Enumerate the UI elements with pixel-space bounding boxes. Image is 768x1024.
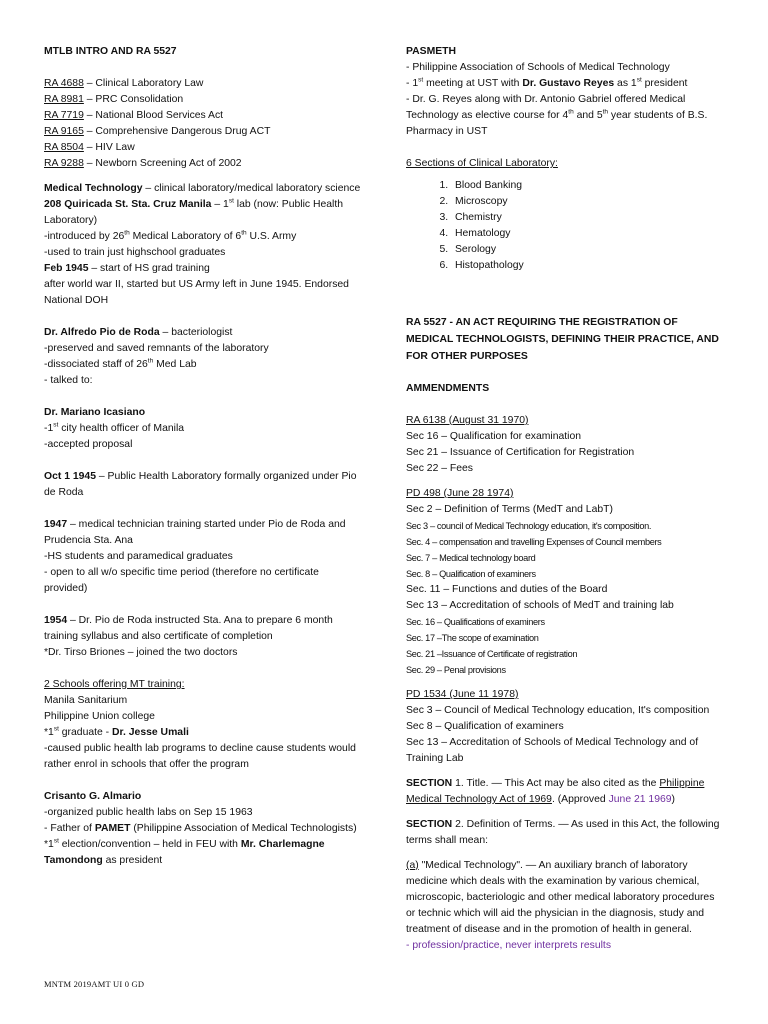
doc-title: MTLB INTRO AND RA 5527 (44, 46, 177, 57)
amendment-item: Sec. 29 – Penal provisions (406, 665, 506, 675)
ra5527-heading: RA 5527 - AN ACT REQUIRING THE REGISTRATION OF MEDICAL TECHNOLOGISTS, DEFINING THEIR PRACTICE, AND FOR OTHER PURPOSES (406, 317, 719, 362)
amendment-item: Sec. 17 –The scope of examination (406, 633, 539, 643)
school-item: Philippine Union college (44, 711, 155, 722)
ra6138-heading: RA 6138 (August 31 1970) (406, 415, 529, 426)
quiricada-line: 208 Quiricada St. Sta. Cruz Manila – 1st lab (now: Public Health Laboratory) (44, 197, 344, 226)
hs-students-line: -HS students and paramedical graduates (44, 551, 233, 562)
amendment-item: Sec. 16 – Qualifications of examiners (406, 617, 545, 627)
list-item: 2. Microscopy (451, 194, 722, 210)
list-item: 6. Histopathology (451, 258, 722, 274)
caused-line: -caused public health lab programs to decline cause students would rather enrol in schools that offer the program (44, 743, 356, 770)
introduced-line: -introduced by 26th Medical Laboratory of 6th U.S. Army (44, 229, 297, 242)
section-1: SECTION 1. Title. — This Act may be also cited as the Philippine Medical Technology Act of 1969. (Approved June 21 1969) (406, 778, 705, 805)
law-item: RA 4688 – Clinical Laboratory Law (44, 78, 204, 89)
list-item: 3. Chemistry (451, 210, 722, 226)
oct1945-line: Oct 1 1945 – Public Health Laboratory formally organized under Pio de Roda (44, 471, 357, 498)
pd1534-heading: PD 1534 (June 11 1978) (406, 689, 519, 700)
law-item: RA 8981 – PRC Consolidation (44, 94, 184, 105)
section-2a-note: - profession/practice, never interprets results (406, 940, 612, 951)
amendment-item: Sec 22 – Fees (406, 463, 474, 474)
schools-heading: 2 Schools offering MT training: (44, 679, 185, 690)
amendment-item: Sec. 8 – Qualification of examiners (406, 569, 536, 579)
amendment-item: Sec 8 – Qualification of examiners (406, 721, 564, 732)
medtech-definition: Medical Technology – clinical laboratory/medical laboratory science (44, 183, 361, 194)
law-item: RA 9165 – Comprehensive Dangerous Drug ACT (44, 126, 271, 137)
law-item: RA 7719 – National Blood Services Act (44, 110, 224, 121)
law-list (44, 76, 364, 172)
father-line: - Father of PAMET (Philippine Association of Medical Technologists) (44, 823, 357, 834)
amendment-item: Sec 21 – Issuance of Certification for Registration (406, 447, 635, 458)
roda-line: Dr. Alfredo Pio de Roda – bacteriologist (44, 327, 233, 338)
briones-line: *Dr. Tirso Briones – joined the two doctors (44, 647, 238, 658)
left-column (44, 44, 364, 869)
pasmeth-heading: PASMETH (406, 46, 457, 57)
amendment-item: Sec. 11 – Functions and duties of the Board (406, 584, 608, 595)
y1954-line: 1954 – Dr. Pio de Roda instructed Sta. Ana to prepare 6 month training syllabus and also certificate of completion (44, 615, 333, 642)
amendment-item: Sec 3 – Council of Medical Technology education, It's composition (406, 705, 710, 716)
open-to-all-line: - open to all w/o specific time period (therefore no certificate provided) (44, 567, 319, 594)
amendment-item: Sec 3 – council of Medical Technology education, it's composition. (406, 521, 652, 531)
school-item: Manila Sanitarium (44, 695, 128, 706)
y1947-line: 1947 – medical technician training started under Pio de Roda and Prudencia Sta. Ana (44, 519, 346, 546)
after-war-line: after world war II, started but US Army left in June 1945. Endorsed National DOH (44, 279, 349, 306)
amendment-item: Sec. 21 –Issuance of Certificate of registration (406, 649, 578, 659)
section-2a: (a) "Medical Technology". — An auxiliary branch of laboratory medicine which deals with the examination by various chemical, microscopic, bacteriologic and other medical laboratory procedures or technic which will aid the physician in the diagnosis, study and treatment of disease and in the promotion of health in general. (406, 860, 715, 935)
accepted-line: -accepted proposal (44, 439, 133, 450)
feb1945-line: Feb 1945 – start of HS grad training (44, 263, 210, 274)
law-item: RA 9288 – Newborn Screening Act of 2002 (44, 158, 242, 169)
pasmeth-full: - Philippine Association of Schools of Medical Technology (406, 62, 670, 73)
meeting-line: - 1st meeting at UST with Dr. Gustavo Reyes as 1st president (406, 76, 688, 89)
amendment-item: Sec 13 – Accreditation of schools of MedT and training lab (406, 600, 674, 611)
amendment-item: Sec 2 – Definition of Terms (MedT and LabT) (406, 504, 613, 515)
talked-line: - talked to: (44, 375, 93, 386)
first-health-line: -1st city health officer of Manila (44, 421, 185, 434)
pd498-heading: PD 498 (June 28 1974) (406, 488, 514, 499)
list-item: 4. Hematology (451, 226, 722, 242)
page-footer: MNTM 2019AMT UI 0 GD (44, 979, 145, 989)
amendments-heading: AMMENDMENTS (406, 383, 490, 394)
right-column (406, 44, 722, 954)
list-item: 1. Blood Banking (451, 178, 722, 194)
icasiano-heading: Dr. Mariano Icasiano (44, 407, 146, 418)
list-item: 5. Serology (451, 242, 722, 258)
section-2: SECTION 2. Definition of Terms. — As used in this Act, the following terms shall mean: (406, 819, 720, 846)
preserved-line: -preserved and saved remnants of the laboratory (44, 343, 269, 354)
sections-list (406, 178, 722, 274)
law-item: RA 8504 – HIV Law (44, 142, 135, 153)
sections-heading: 6 Sections of Clinical Laboratory: (406, 158, 558, 169)
dissociated-line: -dissociated staff of 26th Med Lab (44, 357, 197, 370)
amendment-item: Sec. 7 – Medical technology board (406, 553, 536, 563)
almario-heading: Crisanto G. Almario (44, 791, 142, 802)
organized-line: -organized public health labs on Sep 15 1963 (44, 807, 253, 818)
amendment-item: Sec. 4 – compensation and travelling Expenses of Council members (406, 537, 662, 547)
amendment-item: Sec 16 – Qualification for examination (406, 431, 582, 442)
first-graduate-line: *1st graduate - Dr. Jesse Umali (44, 725, 189, 738)
reyes-line: - Dr. G. Reyes along with Dr. Antonio Gabriel offered Medical Technology as elective course for 4th and 5th year students of B.S. Pharmacy in UST (406, 94, 708, 137)
used-to-train-line: -used to train just highschool graduates (44, 247, 226, 258)
amendment-item: Sec 13 – Accreditation of Schools of Medical Technology and of Training Lab (406, 737, 699, 764)
election-line: *1st election/convention – held in FEU with Mr. Charlemagne Tamondong as president (44, 837, 325, 866)
